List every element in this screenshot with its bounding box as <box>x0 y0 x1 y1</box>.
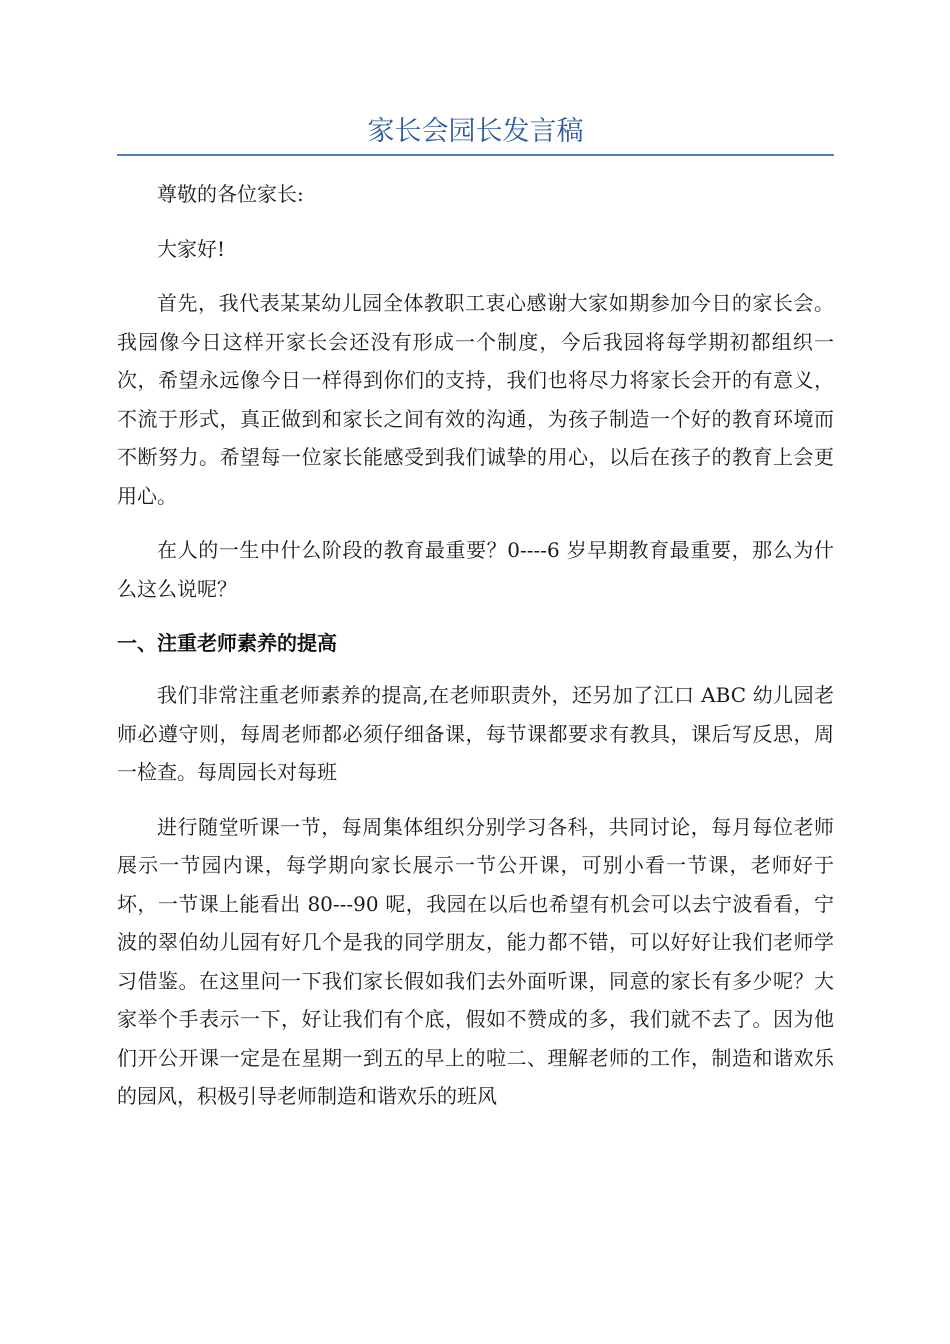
question-paragraph: 在人的一生中什么阶段的教育最重要？0----6 岁早期教育最重要，那么为什么这么说呢？ <box>117 538 834 601</box>
salutation: 尊敬的各位家长: <box>157 182 304 206</box>
document-body <box>117 175 834 1132</box>
intro-paragraph: 首先，我代表某某幼儿园全体教职工衷心感谢大家如期参加今日的家长会。我园像今日这样开家长会还没有形成一个制度，今后我园将每学期初都组织一次，希望永远像今日一样得到你们的支持，我们也将尽力将家长会开的有意义，不流于形式，真正做到和家长之间有效的沟通，为孩子制造一个好的教育环境而不断努力。希望每一位家长能感受到我们诚挚的用心，以后在孩子的教育上会更用心。 <box>117 291 834 508</box>
section-paragraph-continued: 进行随堂听课一节，每周集体组织分别学习各科，共同讨论，每月每位老师展示一节园内课，每学期向家长展示一节公开课，可别小看一节课，老师好于坏，一节课上能看出 80---90 呢，我园在以后也希望有机会可以去宁波看看，宁波的翠伯幼儿园有好几个是我的同学朋友，能力都不错，可以好好让我们老师学习借鉴。在这里问一下我们家长假如我们去外面听课，同意的家长有多少呢？大家举个手表示一下，好让我们有个底，假如不赞成的多，我们就不去了。因为他们开公开课一定是在星期一到五的早上的啦二、理解老师的工作，制造和谐欢乐的园风，积极引导老师制造和谐欢乐的班风 <box>117 814 834 1108</box>
title-underline <box>117 154 834 156</box>
section-heading: 一、注重老师素养的提高 <box>117 631 337 655</box>
section-paragraph: 我们非常注重老师素养的提高,在老师职责外，还另加了江口 ABC 幼儿园老师必遵守则，每周老师都必须仔细备课，每节课都要求有教具，课后写反思，周一检查。每周园长对每班 <box>117 683 834 784</box>
document-title: 家长会园长发言稿 <box>367 116 584 147</box>
greeting: 大家好! <box>157 236 226 261</box>
